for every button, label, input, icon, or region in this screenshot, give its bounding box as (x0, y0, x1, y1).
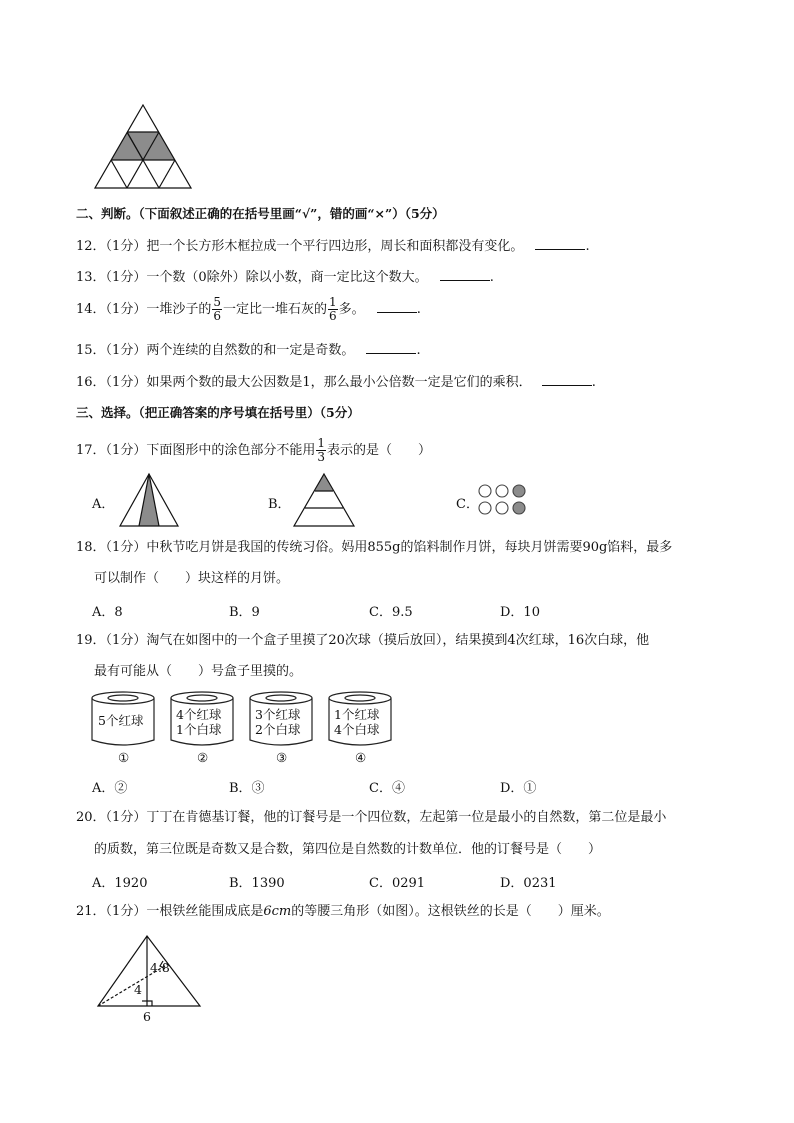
q17-option-c-circles (476, 482, 528, 518)
box-3-line1: 3个红球 (255, 707, 301, 722)
fraction-denominator: 3 (317, 450, 325, 464)
question-16 (76, 373, 596, 392)
question-14-text-pre: 14．（1分）一堆沙子的 (76, 302, 212, 317)
q19-option-c[interactable]: C．④ (369, 781, 405, 796)
question-20-line2: 的质数，第三位既是奇数又是合数，第四位是自然数的计数单位．他的订餐号是（ ） (94, 842, 602, 857)
box-1-line1: 5个红球 (98, 713, 144, 728)
question-14 (76, 296, 421, 323)
q20-option-d[interactable]: D．0231 (500, 876, 557, 891)
box-4-number: ④ (355, 750, 367, 765)
box-2-number: ② (197, 750, 209, 765)
section-two-heading: 二、判断。（下面叙述正确的在括号里画“√”，错的画“×”）（5分） (76, 206, 445, 221)
box-4-line1: 1个红球 (334, 707, 380, 722)
fraction-five-sixths (212, 296, 222, 323)
question-14-text-mid: 一定比一堆石灰的 (222, 302, 327, 317)
ball-boxes-figure (90, 690, 396, 768)
box-4-line2: 4个白球 (334, 722, 380, 737)
q17-option-c-label[interactable]: C． (456, 497, 479, 512)
fraction-numerator: 1 (317, 436, 325, 450)
answer-blank[interactable] (366, 341, 416, 354)
label-6: 6 (143, 1009, 151, 1024)
question-13-text: 13．（1分）一个数（0除外）除以小数，商一定比这个数大。 (76, 270, 428, 285)
q17-option-a-label[interactable]: A． (92, 497, 115, 512)
question-17 (76, 437, 431, 464)
fraction-denominator: 6 (328, 309, 337, 323)
q18-option-d[interactable]: D．10 (500, 605, 540, 620)
fraction-numerator: 1 (328, 295, 337, 309)
box-2-line1: 4个红球 (176, 707, 222, 722)
fraction-one-sixth (328, 296, 338, 323)
question-19-line1: 19．（1分）淘气在如图中的一个盒子里摸了20次球（摸后放回），结果摸到4次红球，16次白球，他 (76, 633, 650, 648)
question-20-line1: 20．（1分）丁丁在肯德基订餐，他的订餐号是一个四位数，左起第一位是最小的自然数，第二位是最小 (76, 810, 667, 825)
q20-option-b[interactable]: B．1390 (229, 876, 285, 891)
period: . (585, 239, 590, 254)
q20-option-a[interactable]: A．1920 (92, 876, 148, 891)
box-3-number: ③ (276, 750, 288, 765)
answer-blank[interactable] (542, 373, 592, 386)
question-14-text-post: 多。 (338, 302, 365, 317)
q17-option-b-triangle (292, 472, 356, 528)
q17-option-a-triangle (118, 472, 180, 528)
q18-option-c[interactable]: C．9.5 (369, 605, 413, 620)
label-4: 4 (134, 982, 142, 997)
q18-option-b[interactable]: B．9 (229, 605, 260, 620)
box-3-line2: 2个白球 (255, 722, 301, 737)
fraction-numerator: 5 (213, 295, 221, 309)
question-15 (76, 341, 421, 360)
question-17-text-pre: 17．（1分）下面图形中的涂色部分不能用 (76, 443, 316, 458)
fraction-one-third (316, 437, 326, 464)
shaded-triangle-figure (94, 104, 192, 190)
answer-blank[interactable] (377, 300, 417, 313)
isosceles-triangle-figure (94, 932, 206, 1024)
box-1-number: ① (118, 750, 130, 765)
q19-option-b[interactable]: B．③ (229, 781, 265, 796)
period: . (591, 375, 596, 390)
period: . (489, 270, 494, 285)
answer-blank[interactable] (535, 237, 585, 250)
section-three-heading: 三、选择。（把正确答案的序号填在括号里）（5分） (76, 405, 360, 420)
box-2-line2: 1个白球 (176, 722, 222, 737)
question-21 (76, 903, 610, 921)
q19-option-d[interactable]: D．① (500, 781, 537, 796)
fraction-denominator: 6 (213, 309, 221, 323)
question-15-text: 15．（1分）两个连续的自然数的和一定是奇数。 (76, 343, 355, 358)
question-21-text-post: 的等腰三角形（如图）。这根铁丝的长是（ ）厘米。 (291, 904, 610, 919)
question-21-text-pre: 21．（1分）一根铁丝能围成底是 (76, 904, 264, 919)
question-21-unit: 6cm (263, 904, 292, 919)
question-13 (76, 268, 494, 287)
period: . (416, 302, 421, 317)
question-18-line2: 可以制作（ ）块这样的月饼。 (94, 571, 290, 586)
answer-blank[interactable] (440, 268, 490, 281)
q17-option-b-label[interactable]: B． (268, 497, 291, 512)
period: . (416, 343, 421, 358)
q19-option-a[interactable]: A．② (92, 781, 128, 796)
label-4-8: 4.8 (150, 960, 170, 975)
question-12-text: 12．（1分）把一个长方形木框拉成一个平行四边形，周长和面积都没有变化。 (76, 239, 524, 254)
question-19-line2: 最有可能从（ ）号盒子里摸的。 (94, 664, 303, 679)
q20-option-c[interactable]: C．0291 (369, 876, 426, 891)
q18-option-a[interactable]: A．8 (92, 605, 123, 620)
question-18-line1: 18．（1分）中秋节吃月饼是我国的传统习俗。妈用855g的馅料制作月饼，每块月饼需要90g馅料，最多 (76, 540, 673, 555)
question-12 (76, 237, 590, 256)
question-17-text-post: 表示的是（ ） (326, 443, 431, 458)
question-16-text: 16．（1分）如果两个数的最大公因数是1，那么最小公倍数一定是它们的乘积． (76, 375, 532, 390)
